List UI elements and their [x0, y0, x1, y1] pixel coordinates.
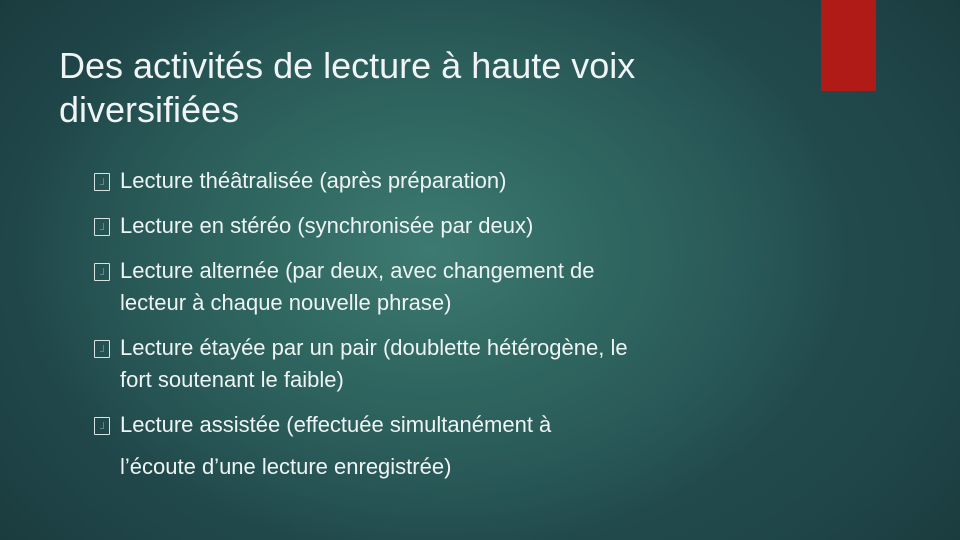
bullet-text-continuation: l’écoute d’une lecture enregistrée)	[120, 454, 452, 479]
bullet-text: Lecture en stéréo (synchronisée par deux)	[120, 213, 534, 238]
bullet-item	[94, 255, 794, 319]
missing-glyph-box-icon	[94, 218, 110, 236]
slide-title: Des activités de lecture à haute voix diversifiées	[59, 45, 636, 130]
bullet-list	[94, 165, 794, 483]
bullet-item	[94, 332, 794, 396]
missing-glyph-box-icon	[94, 263, 110, 281]
bullet-text: Lecture étayée par un pair (doublette hétérogène, le	[120, 335, 628, 360]
bullet-text-continuation: lecteur à chaque nouvelle phrase)	[120, 290, 452, 315]
accent-bar	[821, 0, 876, 91]
missing-glyph-box-icon	[94, 417, 110, 435]
bullet-text: Lecture alternée (par deux, avec changement de	[120, 258, 595, 283]
bullet-text: Lecture théâtralisée (après préparation)	[120, 168, 507, 193]
bullet-text: Lecture assistée (effectuée simultanément à	[120, 412, 552, 437]
missing-glyph-box-icon	[94, 340, 110, 358]
bullet-text-continuation: fort soutenant le faible)	[120, 367, 344, 392]
bullet-item	[94, 409, 794, 483]
bullet-item	[94, 210, 794, 242]
bullet-item	[94, 165, 794, 197]
missing-glyph-box-icon	[94, 173, 110, 191]
